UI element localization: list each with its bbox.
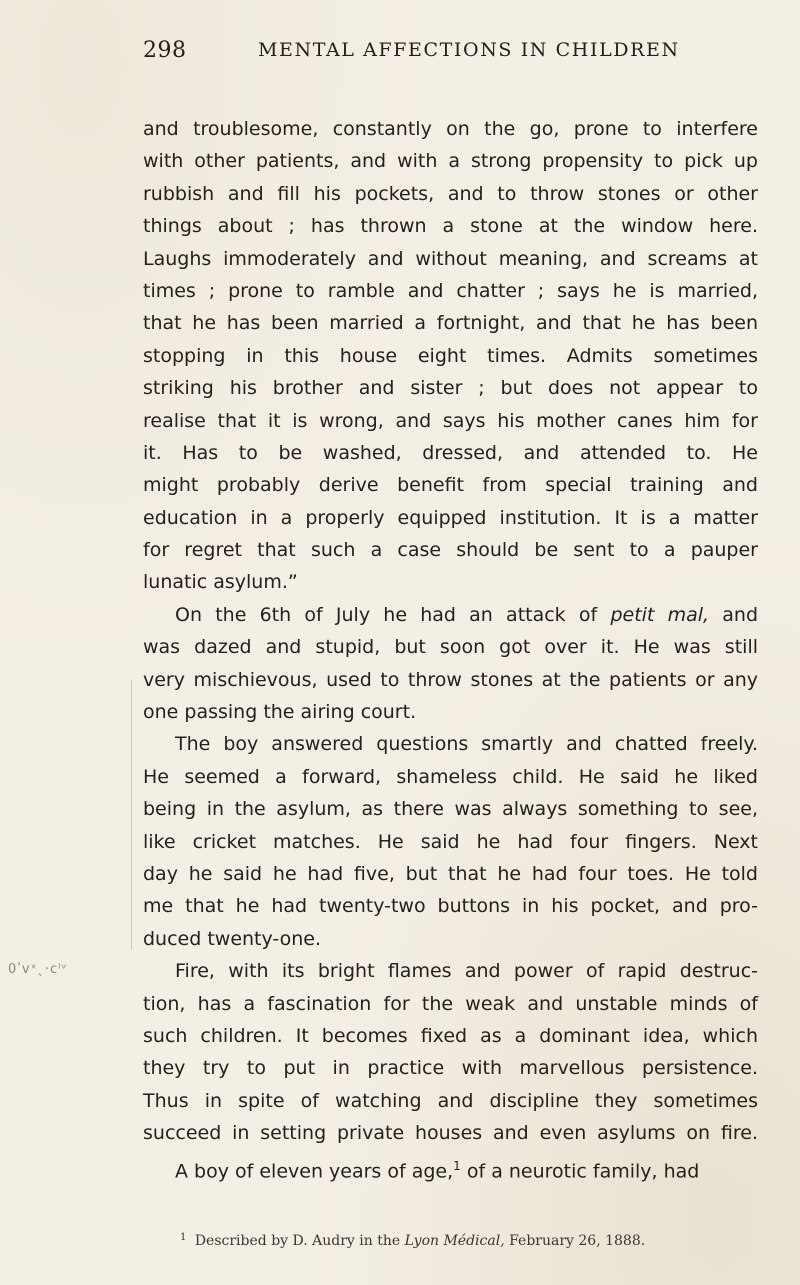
text-line: was dazed and stupid, but soon got over it. He was still	[143, 636, 758, 659]
text-line: rubbish and fill his pockets, and to throw stones or other	[143, 182, 758, 205]
text-segment: A boy of eleven years of age,	[175, 1159, 454, 1182]
text-line: very mischievous, used to throw stones at the patients or any	[143, 668, 758, 691]
text-line: realise that it is wrong, and says his mother canes him for	[143, 409, 758, 432]
text-line: day he said he had five, but that he had four toes. He told	[143, 862, 758, 885]
body-text	[143, 113, 758, 1182]
text-line: for regret that such a case should be sent to a pauper	[143, 539, 758, 562]
footnote	[180, 1232, 760, 1249]
footnote-date: February 26, 1888.	[509, 1233, 646, 1249]
text-line: things about ; has thrown a stone at the window here.	[143, 215, 758, 238]
text-segment: On the 6th of July he had an attack of	[175, 603, 598, 626]
text-line: and troublesome, constantly on the go, prone to interfere	[143, 118, 758, 140]
text-line: might probably derive benefit from special training and	[143, 474, 758, 497]
text-line: tion, has a fascination for the weak and unstable minds of	[143, 992, 758, 1015]
text-line: me that he had twenty-two buttons in his pocket, and pro-	[143, 895, 758, 918]
footnote-marker: 1	[180, 1232, 187, 1243]
text-line: duced twenty-one.	[143, 927, 322, 950]
text-line: that he has been married a fortnight, and that he has been	[143, 312, 758, 335]
footnote-text: Described by D. Audry in the	[194, 1233, 401, 1249]
text-line: The boy answered questions smartly and chatted freely.	[175, 733, 758, 756]
text-line: striking his brother and sister ; but does not appear to	[143, 377, 758, 400]
text-line: like cricket matches. He said he had four fingers. Next	[143, 830, 758, 853]
text-line: times ; prone to ramble and chatter ; says he is married,	[143, 279, 758, 302]
text-line: succeed in setting private houses and even asylums on fire.	[143, 1122, 758, 1145]
margin-ink-line	[131, 680, 132, 950]
page-header	[0, 38, 800, 68]
text-segment: of a neurotic family, had	[466, 1159, 700, 1182]
text-line: education in a properly equipped institution. It is a matter	[143, 506, 758, 529]
text-line: stopping in this house eight times. Admits sometimes	[143, 344, 758, 367]
text-line: He seemed a forward, shameless child. He said he liked	[143, 765, 758, 788]
text-line: it. Has to be washed, dressed, and attended to. He	[143, 441, 758, 464]
text-line-composite	[143, 599, 758, 631]
text-line: they try to put in practice with marvellous persistence.	[143, 1057, 758, 1080]
margin-annotation: 0ʹvˣˎ·сˡᵛ	[8, 962, 68, 977]
text-line: such children. It becomes fixed as a dominant idea, which	[143, 1024, 758, 1047]
text-line: lunatic asylum.”	[143, 571, 298, 594]
running-head: MENTAL AFFECTIONS IN CHILDREN	[258, 39, 680, 61]
italic-phrase: petit mal,	[610, 603, 710, 626]
text-line: Thus in spite of watching and discipline they sometimes	[143, 1089, 758, 1112]
text-line: with other patients, and with a strong propensity to pick up	[143, 150, 758, 173]
text-line-composite	[143, 1150, 758, 1182]
footnote-journal: Lyon Médical,	[404, 1233, 505, 1249]
text-line: Laughs immoderately and without meaning, and screams at	[143, 247, 758, 270]
page-number: 298	[143, 38, 187, 63]
text-line: being in the asylum, as there was always something to see,	[143, 798, 758, 821]
text-line: one passing the airing court.	[143, 701, 417, 724]
text-line: Fire, with its bright flames and power of rapid destruc-	[175, 960, 758, 983]
text-segment: and	[722, 603, 759, 626]
footnote-ref[interactable]: 1	[453, 1158, 461, 1173]
